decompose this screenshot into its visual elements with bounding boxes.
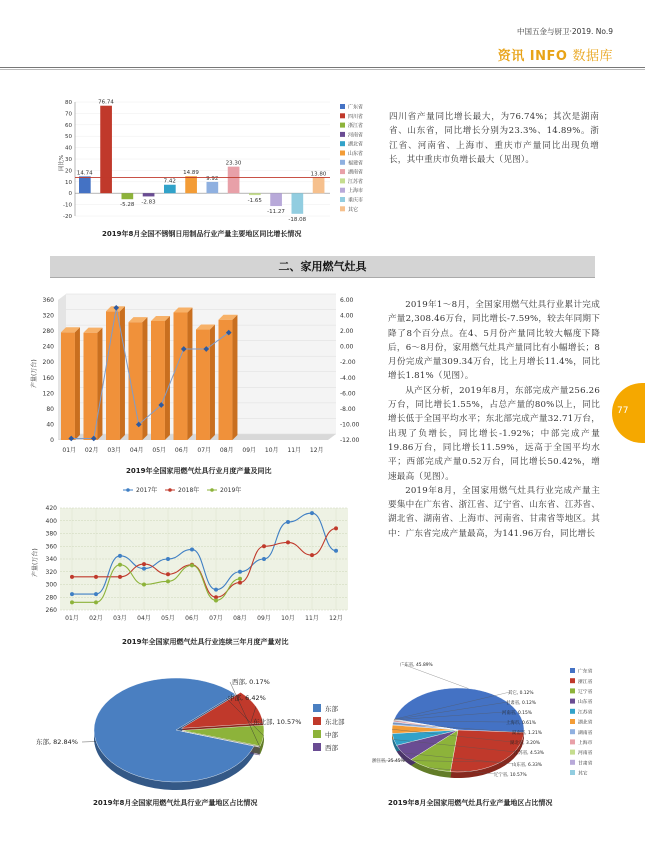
y2-tick-label: 6.00 <box>340 297 354 304</box>
section-title-db: 数据库 <box>572 49 613 64</box>
y-tick-label: 240 <box>42 343 54 351</box>
bar <box>207 182 219 193</box>
y-tick-label: 40 <box>65 145 72 152</box>
legend-marker <box>126 488 130 492</box>
x-tick-label: 10月 <box>281 615 295 622</box>
legend-label: 上海市 <box>348 188 364 195</box>
bar <box>122 193 134 199</box>
legend-label: 重庆市 <box>348 197 364 204</box>
legend-swatch <box>340 141 345 146</box>
y2-tick-label: -4.00 <box>340 374 356 382</box>
series-point <box>190 547 194 551</box>
bar-side <box>75 327 80 440</box>
y-tick-label: -20 <box>63 214 72 220</box>
bar-side <box>97 328 102 440</box>
section-title-cn: 资讯 <box>497 49 525 64</box>
legend-label: 浙江省 <box>578 679 593 685</box>
legend-swatch <box>340 169 345 174</box>
data-label: 湖北省, 3.20% <box>510 741 540 746</box>
series-point <box>310 511 314 515</box>
data-label: 14.74 <box>76 170 93 177</box>
data-label: 浙江省, 25.45% <box>372 759 405 764</box>
legend-swatch <box>340 123 345 128</box>
y-tick-label: 400 <box>45 517 57 525</box>
three-year-chart <box>28 484 358 634</box>
x-tick-label: 01月 <box>62 447 77 454</box>
magazine-issue: 中国五金与厨卫·2019. No.9 <box>517 27 613 36</box>
bar <box>79 176 91 193</box>
y-tick-label: 320 <box>45 568 57 576</box>
x-tick-label: 01月 <box>65 615 79 622</box>
x-tick-label: 08月 <box>233 615 247 622</box>
legend-label: 东北部 <box>325 718 345 726</box>
header-divider <box>0 67 645 68</box>
x-tick-label: 12月 <box>329 615 343 622</box>
legend-label: 山东省 <box>578 700 593 706</box>
x-tick-label: 11月 <box>305 615 319 622</box>
legend-swatch <box>340 113 345 118</box>
data-label: -11.27 <box>267 209 285 216</box>
data-label: 山东省, 6.33% <box>512 763 542 768</box>
legend-marker <box>168 488 172 492</box>
data-label: 江苏省, 4.53% <box>514 751 544 756</box>
page-number: 77 <box>617 406 629 416</box>
bar <box>270 193 282 206</box>
steel-growth-chart <box>55 92 375 242</box>
legend-label: 2018年 <box>178 487 200 494</box>
province-pie-chart-title: 2019年8月全国家用燃气灶具行业产量地区占比情况 <box>388 799 553 807</box>
y-tick-label: 420 <box>45 505 57 512</box>
bar <box>61 332 75 440</box>
series-point <box>118 563 122 567</box>
data-label: 23.30 <box>225 160 242 167</box>
y-tick-label: 380 <box>45 530 57 538</box>
legend-label: 广东省 <box>578 669 593 675</box>
data-label: 76.74 <box>98 99 114 106</box>
y-tick-label: 60 <box>65 122 72 129</box>
series-point <box>166 557 170 561</box>
legend-swatch <box>340 197 345 202</box>
province-pie-chart <box>370 656 610 796</box>
y-tick-label: 300 <box>45 581 57 589</box>
legend-swatch <box>570 668 575 673</box>
legend-marker <box>210 488 214 492</box>
legend-label: 江苏省 <box>578 710 593 716</box>
data-label: 东北部, 10.57% <box>253 718 302 726</box>
bar <box>228 167 240 194</box>
legend-label: 其它 <box>348 206 359 213</box>
x-tick-label: 11月 <box>287 447 302 454</box>
series-point <box>262 544 266 548</box>
section-banner <box>50 256 595 278</box>
legend-label: 湖北省 <box>578 720 593 726</box>
x-tick-label: 12月 <box>309 447 324 454</box>
legend-label: 湖南省 <box>578 730 593 736</box>
data-label: 13.80 <box>310 171 327 178</box>
legend-swatch <box>340 188 345 193</box>
series-point <box>118 554 122 558</box>
legend-swatch <box>313 743 321 751</box>
y-tick-label: 360 <box>45 543 57 551</box>
legend-swatch <box>340 151 345 156</box>
y-tick-label: 360 <box>42 297 54 304</box>
x-tick-label: 03月 <box>113 615 127 622</box>
y2-tick-label: -8.00 <box>340 405 356 413</box>
legend-swatch <box>570 739 575 744</box>
x-tick-label: 09月 <box>242 447 257 454</box>
top-paragraph-text: 四川省产量同比增长最大，为76.74%；其次是湖南省、山东省，同比增长分别为23.3%、14.89%。浙江省、河南省、上海市、重庆市产量同比出现负增长，其中重庆市负增长最大（见图）。 <box>389 112 599 165</box>
data-label: -1.65 <box>247 198 262 205</box>
x-tick-label: 10月 <box>264 447 279 454</box>
series-point <box>334 549 338 553</box>
legend-label: 广东省 <box>348 104 364 111</box>
bar <box>219 320 233 440</box>
bar-side <box>142 317 147 440</box>
series-point <box>166 579 170 583</box>
series-point <box>70 592 74 596</box>
bar <box>106 311 120 440</box>
legend-swatch <box>570 750 575 755</box>
y-tick-label: 80 <box>46 405 54 413</box>
y-tick-label: 70 <box>65 111 72 118</box>
series-point <box>70 600 74 604</box>
y-tick-label: 200 <box>42 359 54 367</box>
legend-label: 山东省 <box>348 151 364 157</box>
y-tick-label: 340 <box>45 556 57 563</box>
legend-swatch <box>340 178 345 183</box>
bar-side <box>165 316 170 440</box>
bar <box>292 193 304 214</box>
bar-side <box>210 325 215 440</box>
series-point <box>166 572 170 576</box>
x-tick-label: 04月 <box>137 615 151 622</box>
y2-tick-label: 0.00 <box>340 343 354 351</box>
data-label: 东部, 82.84% <box>36 738 78 746</box>
bar <box>249 193 261 195</box>
data-label: 甘肃省, 0.12% <box>506 701 536 706</box>
y-tick-label: 120 <box>42 390 54 398</box>
bar <box>313 177 325 193</box>
legend-swatch <box>570 729 575 734</box>
y-tick-label: 0 <box>68 191 72 198</box>
series-point <box>238 581 242 585</box>
data-label: 辽宁省, 10.57% <box>494 773 527 778</box>
bar <box>151 321 165 440</box>
header-divider-thin <box>0 69 645 70</box>
series-point <box>94 592 98 596</box>
y-tick-label: -10 <box>63 202 72 209</box>
y2-tick-label: 2.00 <box>340 328 354 336</box>
series-point <box>334 526 338 530</box>
series-point <box>238 570 242 574</box>
legend-label: 浙江省 <box>348 123 364 130</box>
y-tick-label: 160 <box>42 374 54 382</box>
y2-tick-label: -12.00 <box>340 437 360 444</box>
legend-swatch <box>570 760 575 765</box>
legend-swatch <box>570 688 575 693</box>
y2-tick-label: 4.00 <box>340 312 354 320</box>
legend-swatch <box>340 132 345 137</box>
series-point <box>214 598 218 602</box>
legend-label: 甘肃省 <box>578 761 593 767</box>
legend-swatch <box>570 699 575 704</box>
series-point <box>70 575 74 579</box>
series-point <box>238 577 242 581</box>
top-paragraph <box>389 110 599 167</box>
legend-label: 四川省 <box>348 113 364 120</box>
data-label: 9.92 <box>206 175 219 182</box>
y-tick-label: 320 <box>42 312 54 320</box>
legend-label: 河南省 <box>578 751 593 757</box>
x-tick-label: 03月 <box>107 447 122 454</box>
legend-swatch <box>570 770 575 775</box>
paragraph-3: 2019年8月，全国家用燃气灶具行业完成产量主要集中在广东省、浙江省、辽宁省、山东省、江苏省、湖北省、湖南省、上海市、河南省、甘肃省等地区。其中：广东省完成产量最高，为141.96万台，同比增长 <box>388 485 600 539</box>
y-axis-label: 产量(万台) <box>31 359 38 388</box>
page-tab <box>612 383 645 443</box>
legend-label: 上海市 <box>578 741 593 746</box>
legend-label: 2017年 <box>136 487 158 494</box>
bar <box>143 193 155 196</box>
legend-label: 湖南省 <box>348 169 364 176</box>
x-tick-label: 04月 <box>129 447 144 454</box>
x-tick-label: 07月 <box>209 615 223 622</box>
y-tick-label: 30 <box>65 157 72 163</box>
legend-swatch <box>340 104 345 109</box>
bar <box>100 106 112 193</box>
series-point <box>286 520 290 524</box>
y-tick-label: 280 <box>45 594 57 602</box>
legend-swatch <box>313 730 321 738</box>
data-label: 14.89 <box>183 170 199 177</box>
legend-swatch <box>570 709 575 714</box>
monthly-production-chart-title: 2019年全国家用燃气灶具行业月度产量及同比 <box>126 467 272 475</box>
series-point <box>142 567 146 571</box>
x-tick-label: 06月 <box>174 447 189 454</box>
legend-label: 福建省 <box>348 160 364 167</box>
data-label: 河南省, 0.15% <box>502 711 532 716</box>
legend-swatch <box>313 717 321 725</box>
legend-swatch <box>340 160 345 165</box>
steel-growth-chart-title: 2019年8月全国不锈钢日用制品行业产量主要地区同比增长情况 <box>102 230 302 238</box>
legend-label: 东部 <box>325 705 338 713</box>
y-tick-label: 260 <box>45 607 57 614</box>
body-text <box>388 298 600 541</box>
legend-label: 其它 <box>578 771 588 777</box>
y2-tick-label: -6.00 <box>340 390 356 398</box>
bar <box>185 176 197 193</box>
y-tick-label: 20 <box>65 168 72 175</box>
x-tick-label: 05月 <box>152 447 167 454</box>
bar <box>174 312 188 440</box>
data-label: -2.83 <box>141 199 156 206</box>
section-heading: 二、家用燃气灶具 <box>278 260 367 273</box>
series-point <box>94 575 98 579</box>
series-point <box>190 563 194 567</box>
monthly-production-chart <box>28 290 373 465</box>
data-label: 中部, 6.42% <box>228 694 266 702</box>
x-tick-label: 02月 <box>84 447 99 454</box>
series-point <box>142 562 146 566</box>
paragraph-1: 2019年1～8月，全国家用燃气灶具行业累计完成产量2,308.46万台，同比增长-7.59%，较去年同期下降了8个百分点。在4、5月份产量同比较大幅度下降后，6～8月份，家用燃气灶具产量同比有小幅增长；8月份完成产量309.34万台，比上月增长11.4%，同比增长1.81%（见图）。 <box>388 300 600 382</box>
x-tick-label: 08月 <box>219 447 234 454</box>
legend-label: 辽宁省 <box>578 690 593 695</box>
bar <box>196 330 210 440</box>
y-tick-label: 280 <box>42 328 54 336</box>
series-point <box>310 553 314 557</box>
x-tick-label: 06月 <box>185 615 199 622</box>
section-title <box>498 45 613 64</box>
region-pie-chart-title: 2019年8月全国家用燃气灶具行业产量地区占比情况 <box>93 799 258 807</box>
bar <box>164 185 176 193</box>
y-tick-label: 10 <box>65 179 72 186</box>
region-pie-chart <box>28 660 368 800</box>
y-tick-label: 50 <box>65 134 72 141</box>
data-label: 西部, 0.17% <box>232 678 270 686</box>
three-year-chart-title: 2019年全国家用燃气灶具行业连续三年月度产量对比 <box>122 638 289 646</box>
series-point <box>214 588 218 592</box>
series-point <box>118 575 122 579</box>
legend-swatch <box>570 719 575 724</box>
y2-tick-label: -10.00 <box>340 421 360 429</box>
legend-label: 江苏省 <box>348 178 364 185</box>
series-point <box>142 583 146 587</box>
y-tick-label: 80 <box>65 100 72 106</box>
legend-label: 西部 <box>325 744 338 752</box>
legend-swatch <box>313 704 321 712</box>
series-point <box>262 557 266 561</box>
data-label: -18.08 <box>288 216 307 223</box>
legend-label: 河南省 <box>348 132 364 139</box>
data-label: 上海市, 0.61% <box>506 721 536 726</box>
data-label: 其它, 0.12% <box>508 691 534 696</box>
data-label: 广东省, 45.89% <box>400 663 433 668</box>
y-axis-label: 同比% <box>59 154 65 171</box>
y-axis-label: 产量(万台) <box>32 548 39 577</box>
data-label: -5.28 <box>120 202 135 209</box>
y2-tick-label: -2.00 <box>340 359 356 367</box>
section-title-en: INFO <box>529 49 568 64</box>
series-point <box>286 540 290 544</box>
bar-side <box>187 307 192 440</box>
legend-label: 湖北省 <box>348 141 364 148</box>
series-point <box>94 600 98 604</box>
bar-side <box>232 315 237 440</box>
x-tick-label: 09月 <box>257 615 271 622</box>
x-tick-label: 05月 <box>161 615 175 622</box>
x-tick-label: 07月 <box>197 447 212 454</box>
data-label: 7.42 <box>163 178 176 185</box>
data-label: 湖南省, 1.21% <box>512 731 542 736</box>
x-tick-label: 02月 <box>89 615 103 622</box>
y-tick-label: 40 <box>46 421 54 429</box>
legend-label: 中部 <box>325 731 338 739</box>
bar-side <box>120 306 125 440</box>
legend-swatch <box>570 678 575 683</box>
y-tick-label: 0 <box>50 437 54 444</box>
paragraph-2: 从产区分析，2019年8月，东部完成产量256.26万台，同比增长1.55%，占总产量的80%以上，同比增长低于全国平均水平；东北部完成产量32.71万台，出现了负增长，同比增长-1.92%；中部完成产量19.86万台，同比增长11.59%，远高于全国平均水平；西部完成产量0.52万台，同比增长50.42%，增速最高（见图）。 <box>388 385 600 482</box>
bar <box>84 333 98 440</box>
legend-label: 2019年 <box>220 487 242 494</box>
legend-swatch <box>340 206 345 211</box>
